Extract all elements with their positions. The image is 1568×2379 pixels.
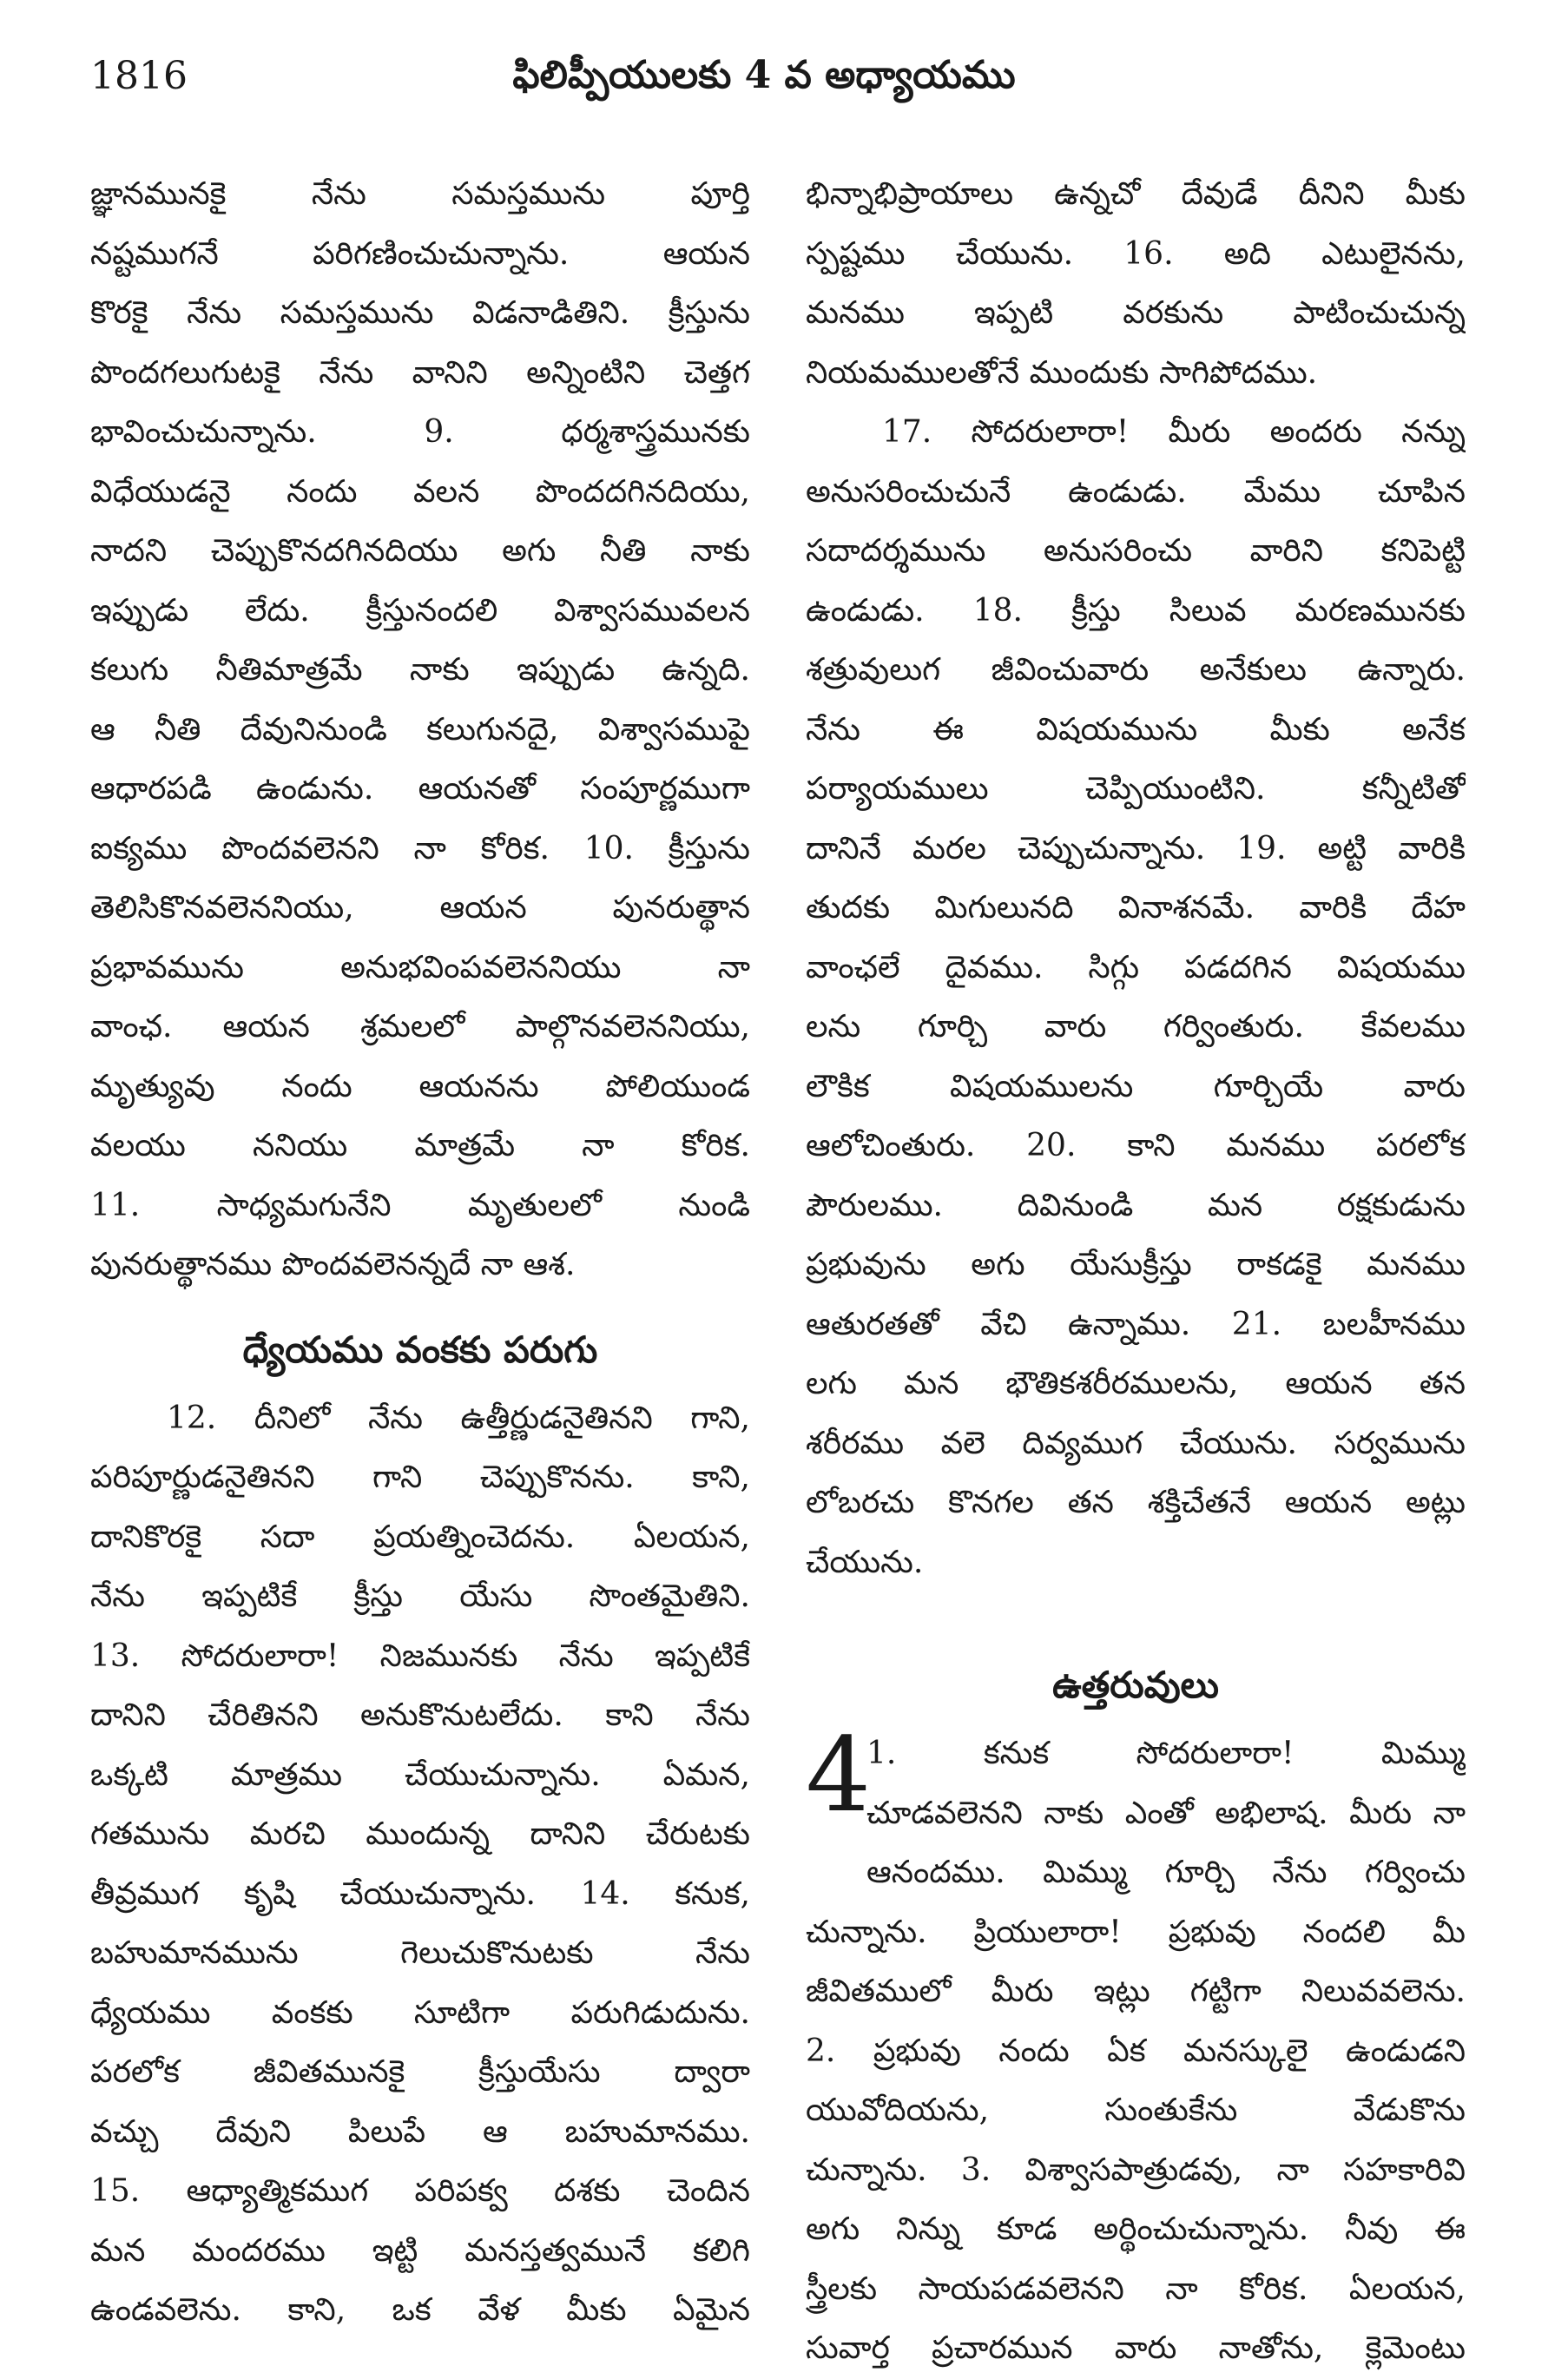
text-line: బహుమానమును గెలుచుకొనుటకు నేను bbox=[90, 1935, 750, 1971]
right-text-block-1 bbox=[806, 165, 1466, 403]
text-line: తుదకు మిగులునది వినాశనమే. వారికి దేహ bbox=[806, 890, 1466, 926]
text-line: ఆతురతతో వేచి ఉన్నాము. 21. బలహీనము bbox=[806, 1306, 1466, 1342]
text-line: శరీరము వలె దివ్యముగ చేయును. సర్వమును bbox=[806, 1425, 1466, 1461]
text-line: ఇప్పుడు లేదు. క్రీస్తునందలి విశ్వాసమువలన bbox=[90, 592, 750, 629]
text-line: 17. సోదరులారా! మీరు అందరు నన్ను bbox=[882, 414, 1466, 450]
text-line: నాదని చెప్పుకొనదగినదియు అగు నీతి నాకు bbox=[90, 533, 750, 569]
chapter-number: 4 bbox=[806, 1715, 872, 1835]
text-line: శత్రువులుగ జీవించువారు అనేకులు ఉన్నారు. bbox=[806, 652, 1466, 688]
right-column bbox=[806, 165, 1466, 2379]
text-line: నష్టముగనే పరిగణించుచున్నాను. ఆయన bbox=[90, 235, 750, 272]
text-line: 12. దీనిలో నేను ఉత్తీర్ణుడనైతినని గాని, bbox=[167, 1400, 750, 1436]
text-line: నియమములతోనే ముందుకు సాగిపోదము. bbox=[806, 354, 1318, 391]
text-line: లోబరచు కొనగల తన శక్తిచేతనే ఆయన అట్లు bbox=[806, 1485, 1466, 1520]
text-line: లగు మన భౌతికశరీరములను, ఆయన తన bbox=[806, 1366, 1466, 1401]
text-line: స్పష్టము చేయును. 16. అది ఎటులైనను, bbox=[806, 235, 1466, 272]
text-line: స్త్రీలకు సాయపడవలెనని నా కోరిక. ఏలయన, bbox=[806, 2270, 1466, 2307]
text-line: ధ్యేయము వంకకు సూటిగా పరుగిడుదును. bbox=[90, 1994, 750, 2031]
text-line: మనము ఇప్పటి వరకును పాటించుచున్న bbox=[806, 295, 1466, 331]
text-line: 15. ఆధ్యాత్మికముగ పరిపక్వ దశకు చెందిన bbox=[90, 2173, 750, 2209]
text-line: నేను ఇప్పటికే క్రీస్తు యేసు సొంతమైతిని. bbox=[90, 1578, 750, 1614]
text-line: జీవితములో మీరు ఇట్లు గట్టిగా నిలువవలెను. bbox=[806, 1974, 1466, 2009]
text-line: సువార్త ప్రచారమున వారు నాతోను, క్లెమెంటు bbox=[806, 2330, 1466, 2366]
text-line: ఐక్యము పొందవలెనని నా కోరిక. 10. క్రీస్తును bbox=[90, 830, 750, 867]
text-line: లౌకిక విషయములను గూర్చియే వారు bbox=[806, 1068, 1466, 1104]
text-line: ఉండుడు. 18. క్రీస్తు సిలువ మరణమునకు bbox=[806, 592, 1466, 629]
section-heading-exhortations: ఉత్తరువులు bbox=[1052, 1664, 1219, 1706]
text-line: గతమును మరచి ముందున్న దానిని చేరుటకు bbox=[90, 1816, 750, 1852]
page-number: 1816 bbox=[90, 54, 188, 98]
text-line: 1. కనుక సోదరులారా! మిమ్ము bbox=[866, 1736, 1466, 1771]
text-line: పరలోక జీవితమునకై క్రీస్తుయేసు ద్వారా bbox=[90, 2054, 750, 2090]
text-line: చూడవలెనని నాకు ఎంతో అభిలాష. మీరు నా bbox=[866, 1795, 1466, 1831]
text-line: కొరకై నేను సమస్తమును విడనాడితిని. క్రీస్తును bbox=[90, 295, 750, 331]
section-heading: ధ్యేయము వంకకు పరుగు bbox=[242, 1328, 598, 1371]
text-line: ఒక్కటి మాత్రము చేయుచున్నాను. ఏమన, bbox=[90, 1756, 750, 1793]
left-text-block-2 bbox=[90, 1389, 750, 2341]
chapter-first-lines bbox=[866, 1724, 1466, 1903]
text-line: 11. సాధ్యమగునేని మృతులలో నుండి bbox=[90, 1187, 750, 1223]
text-line: భిన్నాభిప్రాయాలు ఉన్నచో దేవుడే దీనిని మీకు bbox=[806, 176, 1466, 212]
text-line: భావించుచున్నాను. 9. ధర్మశాస్త్రమునకు bbox=[90, 414, 750, 450]
text-line: పౌరులము. దివినుండి మన రక్షకుడును bbox=[806, 1187, 1466, 1223]
text-line: పరిపూర్ణుడనైతినని గాని చెప్పుకొనను. కాని, bbox=[90, 1460, 750, 1495]
text-line: వాంఛ. ఆయన శ్రమలలో పాల్గొనవలెననియు, bbox=[90, 1009, 750, 1045]
text-line: విధేయుడనై నందు వలన పొందదగినదియు, bbox=[90, 473, 750, 510]
text-line: దానిని చేరితినని అనుకొనుటలేదు. కాని నేను bbox=[90, 1697, 750, 1733]
text-line: యువోదియను, సుంతుకేను వేడుకొను bbox=[806, 2092, 1466, 2128]
text-line: కలుగు నీతిమాత్రమే నాకు ఇప్పుడు ఉన్నది. bbox=[90, 652, 750, 688]
text-line: ఉండవలెను. కాని, ఒక వేళ మీకు ఏమైన bbox=[90, 2292, 750, 2328]
text-line: అగు నిన్ను కూడ అర్థించుచున్నాను. నీవు ఈ bbox=[806, 2211, 1466, 2247]
text-line: చున్నాను. 3. విశ్వాసపాత్రుడవు, నా సహకారివి bbox=[806, 2152, 1466, 2188]
running-title: ఫిలిప్పీయులకు 4 వ అధ్యాయము bbox=[512, 53, 1016, 97]
text-line: పునరుత్థానము పొందవలెనన్నదే నా ఆశ. bbox=[90, 1247, 576, 1282]
text-line: ప్రభువును అగు యేసుక్రీస్తు రాకడకై మనము bbox=[806, 1247, 1466, 1282]
text-line: అనుసరించుచునే ఉండుడు. మేము చూపిన bbox=[806, 473, 1466, 510]
text-line: ఆ నీతి దేవునినుండి కలుగునదై, విశ్వాసముపై bbox=[90, 711, 750, 748]
text-line: ఆనందము. మిమ్ము గూర్చి నేను గర్వించు bbox=[866, 1855, 1466, 1890]
left-text-block-1 bbox=[90, 165, 750, 1295]
text-line: నేను ఈ విషయమును మీకు అనేక bbox=[806, 711, 1466, 748]
text-line: చేయును. bbox=[806, 1544, 924, 1580]
text-line: వాంఛలే దైవము. సిగ్గు పడదగిన విషయము bbox=[806, 949, 1466, 985]
text-line: లను గూర్చి వారు గర్వింతురు. కేవలము bbox=[806, 1009, 1466, 1045]
text-line: ఆధారపడి ఉండును. ఆయనతో సంపూర్ణముగా bbox=[90, 771, 750, 807]
text-line: పర్యాయములు చెప్పియుంటిని. కన్నీటితో bbox=[806, 771, 1466, 807]
right-text-block-3 bbox=[806, 1903, 1466, 2379]
text-line: మృత్యువు నందు ఆయనను పోలియుండ bbox=[90, 1068, 750, 1104]
text-line: చున్నాను. ప్రియులారా! ప్రభువు నందలి మీ bbox=[806, 1914, 1466, 1950]
text-line: సదాదర్శమును అనుసరించు వారిని కనిపెట్టి bbox=[806, 533, 1466, 569]
text-line: తీవ్రముగ కృషి చేయుచున్నాను. 14. కనుక, bbox=[90, 1875, 750, 1912]
left-column bbox=[90, 165, 750, 2341]
text-line: వచ్చు దేవుని పిలుపే ఆ బహుమానము. bbox=[90, 2113, 750, 2150]
text-line: 2. ప్రభువు నందు ఏక మనస్కులై ఉండుడని bbox=[806, 2033, 1466, 2069]
text-line: దానినే మరల చెప్పుచున్నాను. 19. అట్టి వారికి bbox=[806, 830, 1466, 867]
text-line: దానికొరకై సదా ప్రయత్నించెదను. ఏలయన, bbox=[90, 1519, 750, 1555]
text-line: ఆలోచింతురు. 20. కాని మనము పరలోక bbox=[806, 1128, 1466, 1163]
text-line: ప్రభావమును అనుభవింపవలెననియు నా bbox=[90, 949, 750, 985]
text-line: తెలిసికొనవలెననియు, ఆయన పునరుత్థాన bbox=[90, 890, 750, 926]
right-text-block-2 bbox=[806, 403, 1466, 1592]
chapter-start bbox=[806, 1715, 1466, 1903]
text-line: 13. సోదరులారా! నిజమునకు నేను ఇప్పటికే bbox=[90, 1638, 750, 1674]
text-line: మన మందరము ఇట్టి మనస్తత్వమునే కలిగి bbox=[90, 2232, 750, 2269]
text-line: పొందగలుగుటకై నేను వానిని అన్నింటిని చెత్తగ bbox=[90, 354, 750, 391]
text-line: జ్ఞానమునకై నేను సమస్తమును పూర్తి bbox=[90, 176, 750, 212]
text-line: వలయు ననియు మాత్రమే నా కోరిక. bbox=[90, 1128, 750, 1163]
